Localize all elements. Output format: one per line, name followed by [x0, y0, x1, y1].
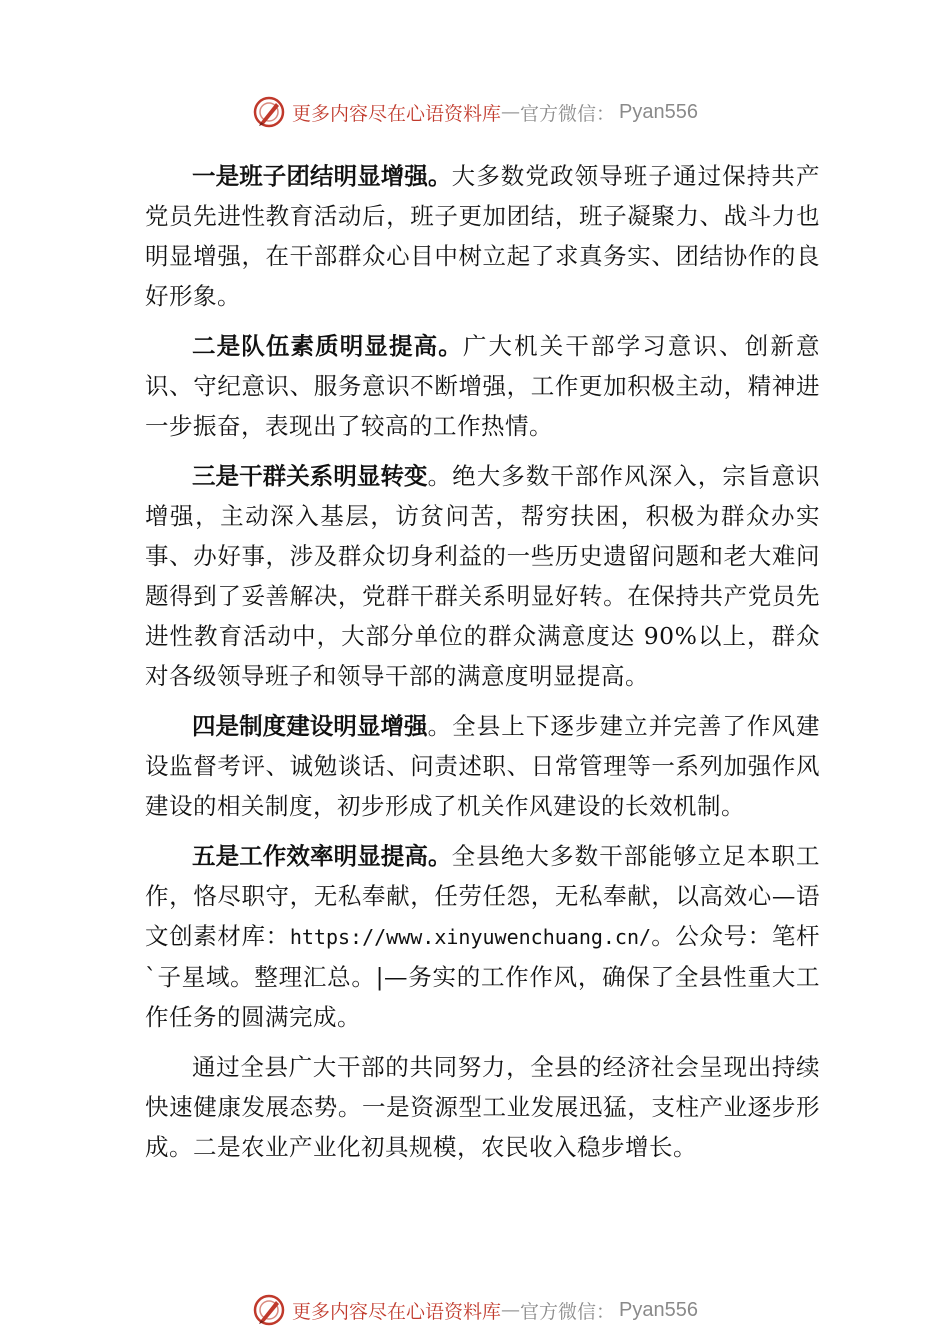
banner-main-text: 更多内容尽在心语资料库 — [292, 1300, 502, 1323]
paragraph-1 — [145, 156, 820, 316]
source-url: https://www.xinyuwenchuang.cn/ — [289, 925, 652, 949]
pen-nib-logo-icon — [252, 95, 286, 129]
footer-banner — [0, 1290, 950, 1330]
banner-dash: — — [501, 101, 521, 123]
paragraph-lead: 一是班子团结明显增强。 — [192, 162, 452, 190]
paragraph-4 — [145, 706, 820, 826]
paragraph-lead: 四是制度建设明显增强 — [192, 712, 428, 740]
banner-sub-text: 官方微信： — [520, 1300, 616, 1323]
paragraph-3 — [145, 456, 820, 696]
paragraph-text: 。绝大多数干部作风深入，宗旨意识增强，主动深入基层，访贫问苦，帮穷扶困，积极为群众办实事、办好事，涉及群众切身利益的一些历史遗留问题和老大难问题得到了妥善解决，党群干群关系明显好转。在保持共产党员先进性教育活动中，大部分单位的群众满意度达 90%以上，群众对各级领导班子和领导干部的满意度明显提高。 — [145, 462, 821, 690]
paragraph-2 — [145, 326, 820, 446]
paragraph-text-before: 全县绝大多数干部能够立足本职工作，恪尽职守，无私奉献，任劳任怨，无私奉献，以高效心—语文创素材库： — [145, 842, 821, 950]
banner-main-text: 更多内容尽在心语资料库 — [292, 102, 502, 125]
paragraph-text: 。全县上下逐步建立并完善了作风建设监督考评、诚勉谈话、问责述职、日常管理等一系列加强作风建设的相关制度，初步形成了机关作风建设的长效机制。 — [145, 712, 821, 820]
paragraph-lead: 三是干群关系明显转变 — [192, 462, 428, 490]
document-body — [145, 156, 820, 1177]
paragraph-5 — [145, 836, 820, 1037]
paragraph-text-after: 。公众号：笔杆`子星域。整理汇总。|—务实的工作作风，确保了全县性重大工作任务的圆满完成。 — [145, 922, 821, 1031]
banner-dash: — — [501, 1299, 521, 1321]
paragraph-text: 广大机关干部学习意识、创新意识、守纪意识、服务意识不断增强，工作更加积极主动，精神进一步振奋，表现出了较高的工作热情。 — [145, 332, 820, 440]
banner-wechat-id: Pyan556 — [619, 1298, 698, 1321]
paragraph-text: 通过全县广大干部的共同努力，全县的经济社会呈现出持续快速健康发展态势。一是资源型工业发展迅猛，支柱产业逐步形成。二是农业产业化初具规模，农民收入稳步增长。 — [145, 1053, 820, 1161]
paragraph-lead: 二是队伍素质明显提高。 — [192, 332, 463, 360]
paragraph-lead: 五是工作效率明显提高。 — [192, 842, 452, 870]
header-banner — [0, 92, 950, 132]
banner-sub-text: 官方微信： — [520, 102, 616, 125]
paragraph-text: 大多数党政领导班子通过保持共产党员先进性教育活动后，班子更加团结，班子凝聚力、战斗力也明显增强，在干部群众心目中树立起了求真务实、团结协作的良好形象。 — [145, 162, 821, 310]
pen-nib-logo-icon — [252, 1293, 286, 1327]
paragraph-6 — [145, 1047, 820, 1167]
banner-wechat-id: Pyan556 — [619, 100, 698, 123]
